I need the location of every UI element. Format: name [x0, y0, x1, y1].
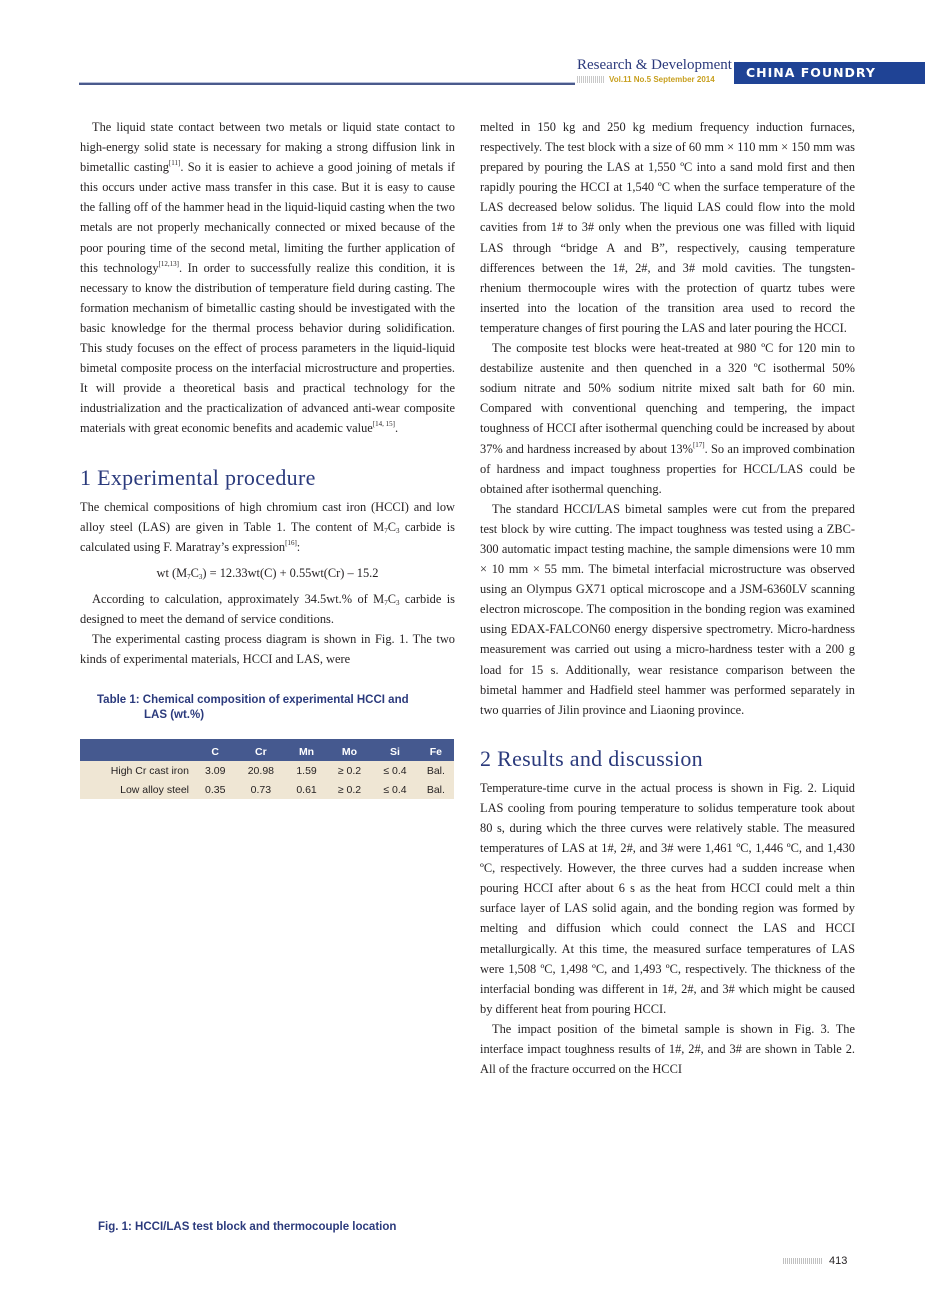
text-run: : [296, 539, 301, 554]
text-run: The chemical compositions of high chromium cast iron (HCCI) and low alloy steel (LAS) are given in Table 1. The content of M [80, 499, 455, 534]
table-cell: ≤ 0.4 [383, 764, 407, 777]
table1-caption-line2: LAS (wt.%) [144, 709, 205, 722]
right-paragraph-4: Temperature-time curve in the actual process is shown in Fig. 2. Liquid LAS cooling from pouring temperature to solidus temperature took about 80 s, during which the three curves were relatively stable. The measured temperatures of LAS at 1#, 2#, and 3# were 1,461 ºC, 1,446 ºC, and 1,430 ºC, respectively. However, the three curves had a sudden increase when pouring HCCI after about 6 s as the heat from HCCI could melt a thin surface layer of LAS solid again, and the bonding region was formed by melting and diffusion which could connect the LAS and HCCI metallurgically. At this time, the measured surface temperatures of LAS were 1,508 ºC, 1,498 ºC, and 1,493 ºC, respectively. The thickness of the interfacial bonding was different in 1#, 2#, and 3# which might be caused by different heat from pouring HCCI. [480, 780, 855, 1016]
text-run: . In order to successfully realize this condition, it is necessary to know the distribution of temperature field during casting. The formation mechanism of bimetallic casting should be investigated with the basic knowledge for the thermal process behavior during solidification. This study focuses on the effect of process parameters in the liquid-liquid bimetal composite process on the interfacial microstructure and properties. It will provide a theoretical basis and practical technology for the industrialization and the practicalization of advanced anti-wear composite materials with great economic benefits and academic value [80, 260, 455, 436]
subscript: 3 [198, 572, 203, 581]
text-run: C [387, 519, 396, 534]
table-cell: 0.73 [250, 783, 272, 796]
table-cell: ≥ 0.2 [337, 783, 362, 796]
table-header-cell: Cr [255, 745, 267, 758]
table-row [80, 780, 454, 799]
table-cell: Bal. [426, 783, 445, 796]
table-cell: 20.98 [247, 764, 274, 777]
table1-block [80, 693, 455, 799]
subscript: 7 [187, 572, 191, 581]
section1-paragraph-2 [80, 589, 455, 629]
table-header-cell [80, 739, 195, 761]
header-rule [79, 83, 575, 85]
subscript: 3 [395, 598, 400, 607]
table-header-row [80, 739, 454, 761]
composition-table [80, 739, 454, 799]
text-run: . So an improved combination of hardness and impact toughness properties for HCCL/LAS could be obtained after isothermal quenching. [480, 441, 855, 496]
carbide-equation [80, 563, 455, 583]
decorative-bar-pattern-icon [577, 76, 605, 83]
right-paragraph-5: The impact position of the bimetal sample is shown in Fig. 3. The interface impact toughness results of 1#, 2#, and 3# are shown in Table 2. All of the fracture occurred on the HCCI [480, 1021, 855, 1077]
decorative-bar-pattern-icon [783, 1258, 823, 1264]
right-paragraph-1: melted in 150 kg and 250 kg medium frequency induction furnaces, respectively. The test block with a size of 60 mm × 110 mm × 150 mm was prepared by pouring the LAS at 1,550 ºC into a sand mold first and then rapidly pouring the HCCI at 1,540 ºC when the surface temperature of the LAS decreased below solidus. The liquid LAS could flow into the mold cavities from 1# to 3# only when the previous one was filled with liquid LAS through “bridge A and B”, respectively, causing temperature differences between the 1#, 2#, and 3# mold cavities. The tungsten-rhenium thermocouple wires with the protection of quartz tubes were inserted into the location of the transition area used to record the temperature changes of first pouring the LAS and later pouring the HCCI. [480, 120, 855, 335]
citation: [12,13] [158, 259, 179, 268]
citation: [14, 15] [372, 420, 395, 429]
table-header-cell: Si [390, 745, 400, 758]
text-run: . So it is easier to achieve a good joining of metals if this occurs under active mass transfer in this case. But it is easy to cause the falling off of the hammer head in the liquid-liquid casting when the two metals are not properly mechanically connected or mixed because of the poor pouring time of the second metal, limiting the further application of this technology [80, 160, 455, 275]
text-run: The liquid state contact between two metals or liquid state contact to high-energy solid state is necessary for making a strong diffusion link in bimetallic casting [80, 120, 455, 175]
citation: [17] [692, 440, 705, 449]
subscript: 7 [384, 526, 388, 535]
page-footer [783, 1255, 847, 1267]
text-run: C [387, 591, 396, 606]
figure-1-image-placeholder [80, 870, 455, 1210]
text-run: carbide is calculated using F. Maratray’s expression [80, 519, 456, 554]
text-run: According to calculation, approximately 34.5wt.% of M [92, 591, 385, 606]
table-cell: 0.61 [296, 783, 317, 796]
citation: [11] [168, 159, 181, 168]
figure-1-caption: Fig. 1: HCCI/LAS test block and thermocouple location [98, 1221, 397, 1233]
page-number: 413 [829, 1255, 848, 1267]
journal-name: CHINA FOUNDRY [746, 65, 876, 80]
header-volume-row [577, 75, 715, 84]
table-row [80, 761, 454, 780]
table-cell: Bal. [426, 764, 445, 777]
table-cell: 1.59 [296, 764, 317, 777]
left-column [80, 117, 455, 799]
text-run: carbide is designed to meet the demand of service conditions. [80, 591, 455, 626]
right-column [480, 117, 855, 1079]
subscript: 7 [384, 598, 388, 607]
text-run: The composite test blocks were heat-treated at 980 ºC for 120 min to destabilize austenite and then quenched in a 320 ºC isothermal 50% sodium nitrate and 50% sodium nitrite mixed salt bath for 60 min. Compared with conventional quenching and tempering, the impact toughness of HCCI after isothermal quenching could be increased by about 37% and hardness increased by about 13% [480, 341, 855, 456]
table-header-cell: C [211, 745, 219, 758]
table-header-cell: Fe [429, 745, 443, 758]
section-heading-experimental-procedure: 1 Experimental procedure [80, 464, 316, 490]
table1-caption-line1: Table 1: Chemical composition of experimental HCCI and [97, 694, 409, 707]
table-cell: 3.09 [204, 764, 226, 777]
table-cell: ≤ 0.4 [383, 783, 407, 796]
right-paragraph-2 [480, 338, 855, 499]
table-row-label: High Cr cast iron [110, 764, 189, 777]
header-section-label: Research & Development [577, 57, 732, 73]
header-volume-info: Vol.11 No.5 September 2014 [609, 75, 715, 84]
table-cell: ≥ 0.2 [337, 764, 362, 777]
text-run: wt (M [156, 565, 188, 580]
text-run: C [190, 565, 199, 580]
intro-paragraph [80, 117, 455, 439]
citation: [16] [285, 538, 297, 547]
section-heading-results-and-discussion: 2 Results and discussion [480, 745, 703, 771]
table-header-cell: Mn [298, 745, 315, 758]
table1-caption [80, 693, 455, 723]
table-row-label: Low alloy steel [120, 783, 189, 796]
table-cell: 0.35 [204, 783, 226, 796]
journal-banner [734, 62, 925, 84]
section1-paragraph-1 [80, 497, 455, 557]
table-header-cell: Mo [341, 745, 358, 758]
section1-paragraph-3: The experimental casting process diagram is shown in Fig. 1. The two kinds of experimental materials, HCCI and LAS, were [80, 631, 455, 667]
right-paragraph-3: The standard HCCI/LAS bimetal samples were cut from the prepared test block by wire cutting. The impact toughness was tested using a ZBC-300 automatic impact testing machine, the sample dimensions were 10 mm × 10 mm × 55 mm. The bimetal interfacial microstructure was observed using an Olympus GX71 optical microscope and a JSM-6360LV scanning electron microscope. The composition in the bonding region was examined using EDAX-FALCON60 energy dispersive spectrometry. Micro-hardness measurement was carried out using a micro-hardness tester with a 200 g load for 15 s. Additionally, wear resistance comparison between the bimetal hammer and Hadfield steel hammer was performed separately in two quarries of Jilin province and Liaoning province. [480, 501, 855, 717]
text-run: ) = 12.33wt(C) + 0.55wt(Cr) – 15.2 [202, 565, 379, 580]
text-run: . [394, 421, 399, 436]
subscript: 3 [395, 526, 400, 535]
